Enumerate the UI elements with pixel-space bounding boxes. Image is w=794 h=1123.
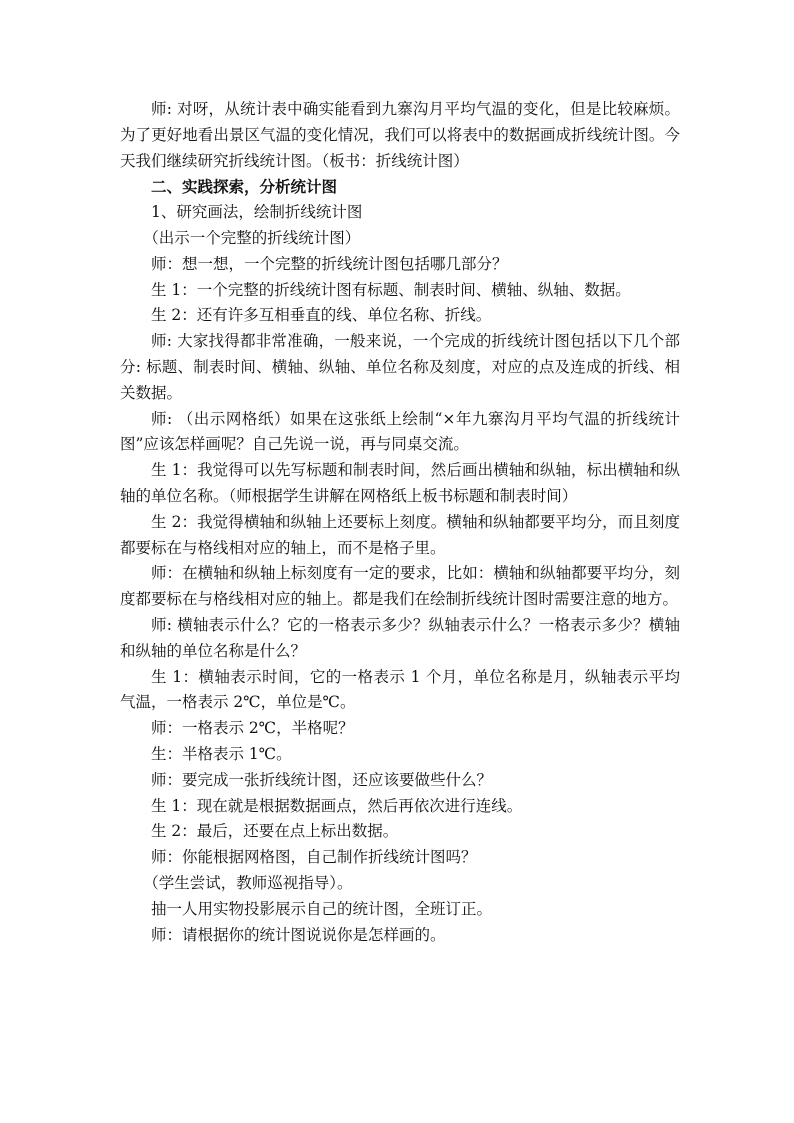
paragraph-teacher-intro: 师: 对呀，从统计表中确实能看到九寨沟月平均气温的变化，但是比较麻烦。为了更好地看出景区气温的变化情况，我们可以将表中的数据画成折线统计图。今天我们继续研究折线统计图。（板书：折线统计图） <box>120 100 680 170</box>
paragraph-teacher-question: 师：想一想，一个完整的折线统计图包括哪几部分？ <box>151 254 508 273</box>
paragraph-student2-data: 生 2：最后，还要在点上标出数据。 <box>151 822 399 841</box>
document-body <box>120 97 680 948</box>
paragraph-teacher-grid: 师: （出示网格纸）如果在这张纸上绘制“×年九寨沟月平均气温的折线统计图”应该怎样画呢？自己先说一说，再与同桌交流。 <box>120 409 680 454</box>
paragraph-student1-axes: 生 1：横轴表示时间，它的一格表示 1 个月，单位名称是月，纵轴表示平均气温，一格表示 2℃，单位是℃。 <box>120 667 680 712</box>
subsection-heading-drawing: 1、研究画法，绘制折线统计图 <box>151 203 363 222</box>
paragraph-teacher-complete: 师：要完成一张折线统计图，还应该要做些什么？ <box>151 770 493 789</box>
paragraph-student1-answer: 生 1：一个完整的折线统计图有标题、制表时间、横轴、纵轴、数据。 <box>151 280 631 299</box>
paragraph-show-chart: （出示一个完整的折线统计图） <box>143 228 361 247</box>
section-heading-practice: 二、实践探索，分析统计图 <box>151 177 338 197</box>
paragraph-projection: 抽一人用实物投影展示自己的统计图，全班订正。 <box>151 899 493 918</box>
paragraph-teacher-summary: 师: 大家找得都非常准确，一般来说，一个完成的折线统计图包括以下几个部分: 标题、制表时间、横轴、纵轴、单位名称及刻度，对应的点及连成的折线、相关数据。 <box>120 332 680 402</box>
paragraph-student1-points: 生 1：现在就是根据数据画点，然后再依次进行连线。 <box>151 796 523 815</box>
paragraph-student2-scale: 生 2：我觉得横轴和纵轴上还要标上刻度。横轴和纵轴都要平均分，而且刻度都要标在与格线相对应的轴上，而不是格子里。 <box>120 512 680 557</box>
paragraph-teacher-explain: 师：请根据你的统计图说说你是怎样画的。 <box>151 925 446 944</box>
paragraph-teacher-axes: 师: 横轴表示什么？它的一格表示多少？纵轴表示什么？一格表示多少？横轴和纵轴的单位名称是什么？ <box>120 615 680 660</box>
paragraph-student2-answer: 生 2：还有许多互相垂直的线、单位名称、折线。 <box>151 306 492 325</box>
paragraph-teacher-try: 师：你能根据网格图，自己制作折线统计图吗？ <box>151 848 477 867</box>
paragraph-teacher-half: 师：一格表示 2℃，半格呢？ <box>151 719 354 738</box>
paragraph-student-half: 生：半格表示 1℃。 <box>151 744 292 763</box>
paragraph-student1-title: 生 1：我觉得可以先写标题和制表时间，然后画出横轴和纵轴，标出横轴和纵轴的单位名称。（师根据学生讲解在网格纸上板书标题和制表时间） <box>120 461 680 505</box>
paragraph-students-try: （学生尝试，教师巡视指导）。 <box>143 873 353 892</box>
paragraph-teacher-scale: 师：在横轴和纵轴上标刻度有一定的要求，比如：横轴和纵轴都要平均分，刻度都要标在与格线相对应的轴上。都是我们在绘制折线统计图时需要注意的地方。 <box>120 564 680 609</box>
